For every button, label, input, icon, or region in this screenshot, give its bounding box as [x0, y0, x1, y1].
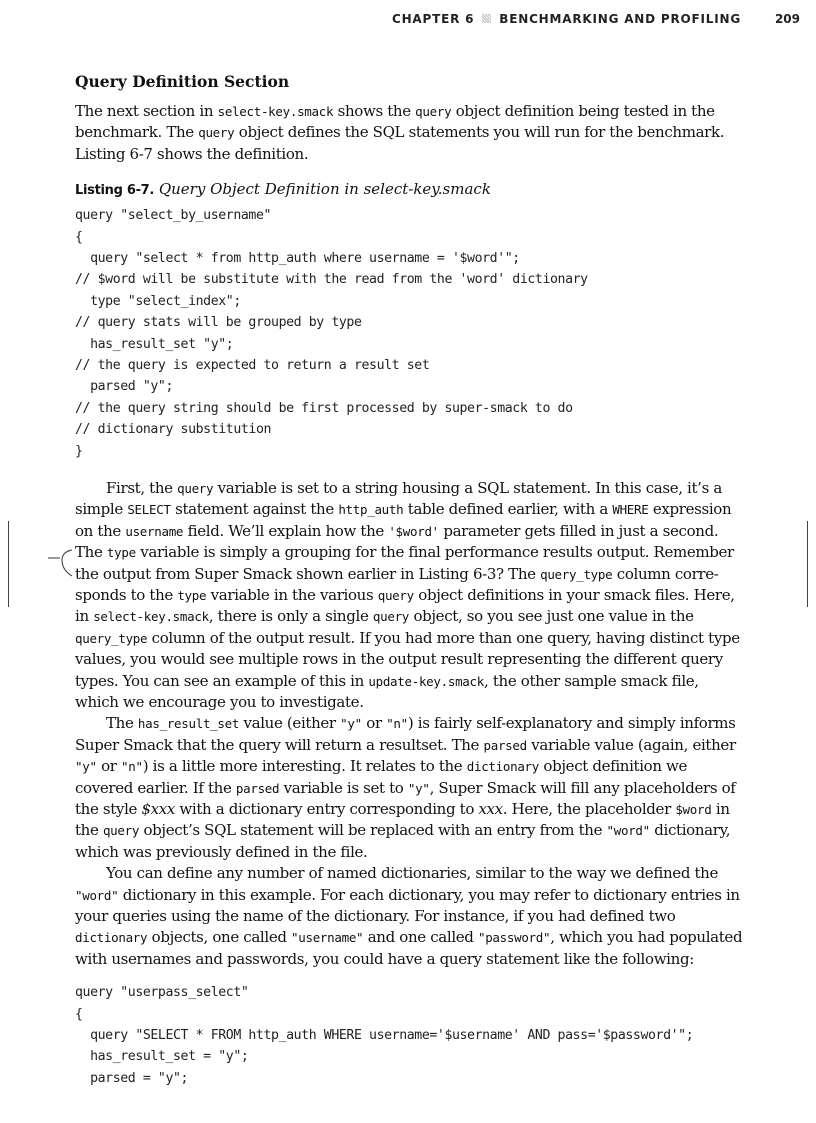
code-line: // query stats will be grouped by type: [75, 315, 362, 331]
body-paragraph-2: The has_result_set value (either "y" or "n") is fairly self-explanatory and simply informs Super Smack that the query will return a resultset. The parsed variable value (again, either "y" or "n") is a little more interesting. It relates to the dictionary object definition we covered earlier. If the parsed variable is set to "y", Super Smack will fill any placeholders of the style $xxx with a dictionary entry corresponding to xxx. Here, the placeholder $word in the query object’s SQL statement will be replaced with an entry from the "word" dictionary, which was previously defined in the file.: [75, 714, 736, 861]
code-line: }: [75, 443, 83, 459]
code-listing: [75, 205, 745, 462]
code-line: {: [75, 229, 83, 245]
intro-paragraph: The next section in select-key.smack shows the query object definition being tested in the benchmark. The query object defines the SQL statements you will run for the benchmark. Listing 6-7 shows the definition.: [75, 102, 725, 163]
code-line: // the query is expected to return a result set: [75, 357, 430, 373]
code-example: [75, 982, 745, 1089]
page-body: [75, 72, 745, 1089]
code-line: parsed = "y";: [75, 1070, 189, 1086]
listing-caption: [75, 179, 745, 201]
section-title: Query Definition Section: [75, 72, 290, 91]
code-line: parsed "y";: [75, 379, 174, 395]
chapter-label: CHAPTER 6: [391, 12, 475, 26]
left-margin-bar: [8, 521, 9, 607]
listing-title: Query Object Definition in select-key.smack: [158, 180, 491, 199]
code-line: query "SELECT * FROM http_auth WHERE username='$username' AND pass='$password'";: [75, 1028, 694, 1044]
page-header: [0, 12, 816, 32]
code-line: query "userpass_select": [75, 985, 249, 1001]
code-line: // dictionary substitution: [75, 422, 272, 438]
code-line: has_result_set "y";: [75, 336, 234, 352]
code-line: query "select * from http_auth where username = '$word'";: [75, 251, 520, 266]
code-line: {: [75, 1006, 83, 1022]
page-number: 209: [774, 12, 800, 26]
code-line: type "select_index";: [75, 293, 241, 309]
separator-icon: [482, 14, 491, 23]
running-head: [392, 12, 741, 26]
code-line: has_result_set = "y";: [75, 1049, 249, 1065]
body-paragraph-1: First, the query variable is set to a string housing a SQL statement. In this case, it’s a simple SELECT statement against the http_auth table defined earlier, with a WHERE expression on the username field. We’ll explain how the '$word' parameter gets filled in just a second. The type variable is simply a grouping for the final performance results output. Remember the output from Super Smack shown earlier in Listing 6-3? The query_type column corresponds to the type variable in the various query object definitions in your smack files. Here, in select-key.smack, there is only a single query object, so you see just one value in the query_type column of the output result. If you had more than one query, having distinct type values, you would see multiple rows in the output result representing the different query types. You can see an example of this in update-key.smack, the other sample smack file, which we encourage you to investigate.: [75, 478, 740, 711]
chapter-title: BENCHMARKING AND PROFILING: [499, 12, 741, 26]
listing-label: Listing 6-7.: [75, 183, 155, 199]
right-margin-bar: [807, 521, 808, 607]
code-line: query "select_by_username": [75, 208, 272, 224]
code-line: // the query string should be first processed by super-smack to do: [75, 400, 573, 416]
body-paragraph-3: You can define any number of named dictionaries, similar to the way we defined the "word" dictionary in this example. For each dictionary, you may refer to dictionary entries in your queries using the name of the dictionary. For instance, if you had defined two dictionary objects, one called "username" and one called "password", which you had populated with usernames and passwords, you could have a query statement like the following:: [75, 864, 743, 968]
code-line: // $word will be substitute with the read from the 'word' dictionary: [75, 272, 588, 288]
